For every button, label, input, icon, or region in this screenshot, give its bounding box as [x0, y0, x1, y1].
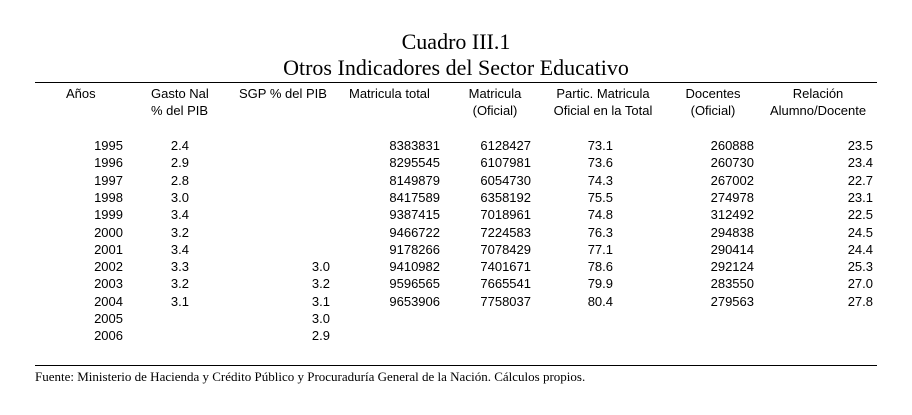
- cell-year: 2005: [94, 311, 123, 326]
- header-line: Gasto Nal: [151, 86, 209, 101]
- table-row: [0, 154, 912, 171]
- cell-relacion: 27.0: [847, 276, 873, 292]
- cell-relacion: 23.5: [847, 138, 873, 153]
- cell-matricula-total: 8417589: [389, 189, 440, 205]
- cell-partic: 73.6: [587, 155, 613, 171]
- cell-matricula-total: 9596565: [389, 276, 440, 292]
- header-line: Docentes: [685, 86, 741, 101]
- bottom-rule: [35, 365, 877, 366]
- source-note: Fuente: Ministerio de Hacienda y Crédito Público y Procuraduría General de la Nación. Cálculos propios.: [35, 369, 586, 384]
- cell-partic: 78.6: [587, 259, 613, 275]
- cell-gasto-nal: 2.8: [170, 172, 189, 188]
- cell-year: 1995: [94, 138, 123, 153]
- cell-matricula-total: 9387415: [389, 207, 440, 223]
- header-line: Matricula: [468, 86, 522, 101]
- cell-relacion: 23.1: [847, 189, 873, 205]
- cell-docentes: 312492: [710, 207, 754, 223]
- cell-partic: 77.1: [587, 241, 613, 257]
- cell-docentes: 274978: [710, 189, 754, 205]
- cell-relacion: 23.4: [847, 155, 873, 171]
- header-line: Partic. Matricula: [556, 86, 650, 101]
- header-line: SGP % del PIB: [239, 86, 327, 101]
- cell-matricula-oficial: 7401671: [480, 259, 531, 275]
- cell-sgp: 3.0: [311, 259, 330, 275]
- cell-gasto-nal: 3.3: [170, 259, 189, 275]
- cell-gasto-nal: 3.4: [170, 241, 189, 257]
- cell-docentes: 294838: [710, 224, 754, 240]
- cell-year: 2000: [94, 224, 123, 240]
- header-line: Alumno/Docente: [769, 103, 867, 118]
- table-row: [0, 327, 912, 344]
- cell-year: 1996: [94, 155, 123, 171]
- cell-relacion: 24.4: [847, 241, 873, 257]
- header-line: Oficial en la Total: [553, 103, 653, 118]
- cell-matricula-total: 9653906: [389, 293, 440, 309]
- cell-year: 1998: [94, 189, 123, 205]
- cell-matricula-oficial: 6107981: [480, 155, 531, 171]
- table-row: [0, 258, 912, 275]
- cell-sgp: 3.1: [311, 293, 330, 309]
- table-row: [0, 275, 912, 292]
- cell-matricula-oficial: 7078429: [480, 241, 531, 257]
- cell-matricula-total: 8149879: [389, 172, 440, 188]
- cell-matricula-oficial: 7018961: [480, 207, 531, 223]
- cell-sgp: 3.2: [311, 276, 330, 292]
- table-row: [0, 293, 912, 310]
- cell-year: 2001: [94, 241, 123, 257]
- cell-matricula-total: 8295545: [389, 155, 440, 171]
- header-line: Años: [66, 86, 96, 101]
- cell-partic: 74.3: [587, 172, 613, 188]
- table-row: [0, 189, 912, 206]
- cell-relacion: 27.8: [847, 293, 873, 309]
- cell-year: 2006: [94, 328, 123, 344]
- cell-matricula-total: 9410982: [389, 259, 440, 275]
- cell-matricula-oficial: 7758037: [480, 293, 531, 309]
- cell-docentes: 260888: [710, 138, 754, 153]
- header-line: Relación: [792, 86, 844, 101]
- cell-partic: 73.1: [587, 138, 613, 153]
- cell-partic: 74.8: [587, 207, 613, 223]
- cell-year: 1997: [94, 172, 123, 188]
- cell-partic: 80.4: [587, 293, 613, 309]
- cell-gasto-nal: 3.2: [170, 224, 189, 240]
- cell-matricula-total: 9466722: [389, 224, 440, 240]
- cell-docentes: 283550: [710, 276, 754, 292]
- cell-relacion: 24.5: [847, 224, 873, 240]
- cell-sgp: 2.9: [311, 328, 330, 344]
- cell-matricula-oficial: 6054730: [480, 172, 531, 188]
- cell-docentes: 267002: [710, 172, 754, 188]
- cell-matricula-oficial: 7665541: [480, 276, 531, 292]
- cell-matricula-total: 9178266: [389, 241, 440, 257]
- header-line: Matricula total: [349, 86, 430, 101]
- table-subtitle: Otros Indicadores del Sector Educativo: [283, 55, 629, 80]
- header-line: (Oficial): [472, 103, 518, 118]
- cell-docentes: 292124: [710, 259, 754, 275]
- table-row: [0, 241, 912, 258]
- header-line: (Oficial): [690, 103, 736, 118]
- cell-gasto-nal: 2.9: [170, 155, 189, 171]
- cell-matricula-oficial: 7224583: [480, 224, 531, 240]
- table-row: [0, 224, 912, 241]
- cell-partic: 75.5: [587, 189, 613, 205]
- cell-partic: 76.3: [587, 224, 613, 240]
- cell-sgp: 3.0: [311, 311, 330, 326]
- cell-matricula-oficial: 6358192: [480, 189, 531, 205]
- cell-year: 2002: [94, 259, 123, 275]
- table-row: [0, 310, 912, 327]
- cell-year: 2003: [94, 276, 123, 292]
- cell-docentes: 260730: [710, 155, 754, 171]
- header-line: % del PIB: [151, 103, 209, 118]
- cell-gasto-nal: 3.1: [170, 293, 189, 309]
- cell-docentes: 279563: [710, 293, 754, 309]
- cell-relacion: 25.3: [847, 259, 873, 275]
- cell-docentes: 290414: [710, 241, 754, 257]
- cell-gasto-nal: 2.4: [170, 138, 189, 153]
- table-row: [0, 137, 912, 154]
- cell-partic: 79.9: [587, 276, 613, 292]
- table-row: [0, 172, 912, 189]
- cell-year: 2004: [94, 293, 123, 309]
- table-row: [0, 206, 912, 223]
- cell-relacion: 22.5: [847, 207, 873, 223]
- cell-relacion: 22.7: [847, 172, 873, 188]
- cell-gasto-nal: 3.0: [170, 189, 189, 205]
- cell-gasto-nal: 3.4: [170, 207, 189, 223]
- cell-year: 1999: [94, 207, 123, 223]
- cell-matricula-oficial: 6128427: [480, 138, 531, 153]
- cell-gasto-nal: 3.2: [170, 276, 189, 292]
- cell-matricula-total: 8383831: [389, 138, 440, 153]
- table-title: Cuadro III.1: [401, 29, 511, 54]
